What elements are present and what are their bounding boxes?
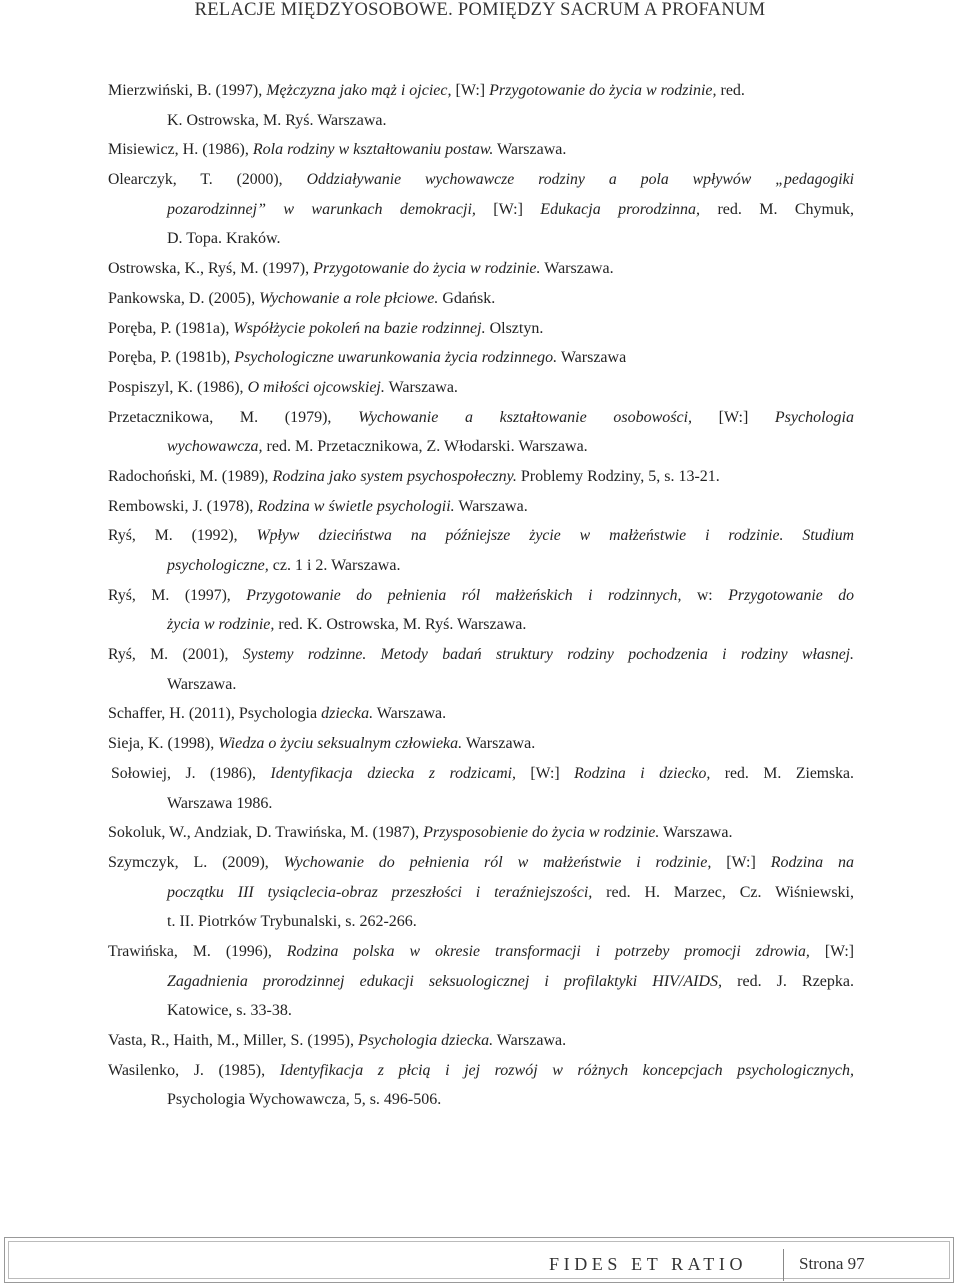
entry-line: [108, 1056, 854, 1086]
entry-text: Rembowski, J. (1978),: [108, 497, 258, 515]
entry-text: Warszawa 1986.: [167, 794, 273, 812]
entry-title-text: wychowawcza,: [167, 438, 263, 456]
entry-text: Trawińska, M. (1996),: [108, 942, 287, 960]
entry-text: Pankowska, D. (2005),: [108, 289, 260, 307]
entry-title-text: Oddziaływanie wychowawcze rodziny a pola wpływów „pedagogiki: [306, 171, 854, 189]
entry-line: [108, 521, 854, 551]
bibliography-entry: [108, 462, 854, 492]
entry-line: [108, 224, 854, 254]
entry-line: [108, 610, 854, 640]
entry-title-text: Zagadnienia prorodzinnej edukacji seksuologicznej i profilaktyki HIV/AIDS,: [167, 972, 723, 990]
entry-line: [108, 254, 854, 284]
entry-text: D. Topa. Kraków.: [167, 230, 281, 248]
entry-text: red. H. Marzec, Cz. Wiśniewski,: [592, 883, 854, 901]
entry-text: Warszawa.: [462, 735, 536, 753]
entry-text: Sieja, K. (1998),: [108, 735, 219, 753]
entry-text: Warszawa.: [373, 705, 447, 723]
bibliography-entry: [108, 343, 854, 373]
entry-text: Warszawa.: [540, 260, 614, 278]
footer-brand: FIDES ET RATIO: [549, 1254, 748, 1274]
bibliography-entry: [108, 729, 854, 759]
entry-text: Problemy Rodziny, 5, s. 13-21.: [516, 467, 720, 485]
entry-line: [108, 314, 854, 344]
entry-title-text: Wpływ dzieciństwa na późniejsze życie w małżeństwie i rodzinie. Studium: [256, 527, 854, 545]
entry-text: Poręba, P. (1981b),: [108, 349, 235, 367]
entry-text: Ryś, M. (2001),: [108, 646, 243, 664]
entry-title-text: Psychologiczne uwarunkowania życia rodzinnego.: [234, 349, 558, 367]
entry-line: [108, 937, 854, 967]
entry-title-text: początku III tysiąclecia-obraz przeszłości i teraźniejszości,: [167, 883, 593, 901]
entry-text: [W:]: [809, 942, 854, 960]
entry-title-text: Przygotowanie do: [728, 586, 854, 604]
entry-line: [108, 1026, 854, 1056]
entry-text: Warszawa: [557, 349, 627, 367]
entry-text: red. M. Przetacznikowa, Z. Włodarski. Warszawa.: [262, 438, 588, 456]
entry-title-text: życia w rodzinie,: [167, 616, 275, 634]
entry-line: [108, 818, 854, 848]
entry-text: Mierzwiński, B. (1997),: [108, 82, 267, 99]
bibliography-entry: [108, 135, 854, 165]
entry-text: Pospiszyl, K. (1986),: [108, 378, 248, 396]
entry-title-text: Przygotowanie do życia w rodzinie,: [489, 82, 717, 99]
entry-line: [108, 284, 854, 314]
entry-title-text: Wiedza o życiu seksualnym człowieka.: [218, 735, 463, 753]
bibliography-entry: [108, 581, 854, 640]
entry-text: Misiewicz, H. (1986),: [108, 141, 253, 159]
entry-text: t. II. Piotrków Trybunalski, s. 262-266.: [167, 913, 417, 931]
entry-text: Olearczyk, T. (2000),: [108, 171, 307, 189]
entry-title-text: Edukacja prorodzinna,: [540, 200, 701, 218]
entry-line: [108, 165, 854, 195]
entry-title-text: Mężczyzna jako mąż i ojciec,: [266, 82, 452, 99]
entry-text: red. K. Ostrowska, M. Ryś. Warszawa.: [274, 616, 527, 634]
entry-text: [W:]: [692, 408, 775, 426]
page-number: Strona 97: [799, 1254, 865, 1273]
entry-title-text: Wychowanie a role płciowe.: [259, 289, 439, 307]
entry-line: [108, 848, 854, 878]
entry-title-text: dziecka.: [321, 705, 374, 723]
entry-title-text: Psychologia: [774, 408, 854, 426]
bibliography-entry: [108, 1056, 854, 1115]
entry-title-text: Identyfikacja dziecka z rodzicami,: [270, 764, 516, 782]
entry-title-text: Psychologia dziecka.: [358, 1032, 494, 1049]
entry-line: [108, 729, 854, 759]
entry-line: [108, 462, 854, 492]
entry-line: [108, 759, 854, 789]
entry-text: Przetacznikowa, M. (1979),: [108, 408, 359, 426]
entry-title-text: Przysposobienie do życia w rodzinie.: [423, 824, 660, 842]
entry-text: cz. 1 i 2. Warszawa.: [268, 557, 401, 574]
entry-line: [108, 343, 854, 373]
entry-title-text: Współżycie pokoleń na bazie rodzinnej.: [233, 319, 486, 337]
entry-line: [108, 195, 854, 225]
entry-text: [W:]: [451, 82, 490, 99]
entry-line: [108, 581, 854, 611]
entry-line: [108, 699, 854, 729]
entry-title-text: Rodzina w świetle psychologii.: [257, 497, 455, 515]
entry-line: [108, 106, 854, 136]
entry-line: [108, 76, 854, 106]
entry-line: [108, 403, 854, 433]
running-header: [0, 0, 960, 22]
entry-title-text: O miłości ojcowskiej.: [247, 378, 385, 396]
entry-line: [108, 640, 854, 670]
bibliography-entry: [108, 403, 854, 462]
bibliography-entry: [108, 284, 854, 314]
entry-line: [108, 967, 854, 997]
entry-text: Ryś, M. (1992),: [108, 527, 257, 545]
entry-line: [108, 907, 854, 937]
entry-text: Poręba, P. (1981a),: [108, 319, 234, 337]
entry-title-text: Rola rodziny w kształtowaniu postaw.: [252, 141, 494, 159]
page-footer: [4, 1237, 954, 1283]
entry-text: Sołowiej, J. (1986),: [111, 764, 271, 782]
entry-text: K. Ostrowska, M. Ryś. Warszawa.: [167, 111, 387, 129]
bibliography-list: [108, 76, 854, 1115]
entry-text: Vasta, R., Haith, M., Miller, S. (1995),: [108, 1032, 359, 1049]
bibliography-entry: [108, 848, 854, 937]
bibliography-entry: [108, 937, 854, 1026]
entry-text: Warszawa.: [454, 497, 528, 515]
entry-line: [108, 373, 854, 403]
entry-text: Warszawa.: [659, 824, 733, 842]
entry-text: Warszawa.: [384, 378, 458, 396]
entry-line: [108, 878, 854, 908]
entry-text: Radochoński, M. (1989),: [108, 467, 273, 485]
bibliography-entry: [108, 640, 854, 699]
entry-text: red. M. Ziemska.: [710, 764, 854, 782]
bibliography-entry: [108, 492, 854, 522]
bibliography-entry: [108, 373, 854, 403]
entry-title-text: Rodzina na: [770, 853, 854, 871]
entry-title-text: Rodzina i dziecko,: [574, 764, 711, 782]
entry-line: [108, 492, 854, 522]
entry-text: Olsztyn.: [485, 319, 544, 337]
entry-text: Katowice, s. 33-38.: [167, 1002, 292, 1020]
header-title: RELACJE MIĘDZYOSOBOWE. POMIĘDZY SACRUM A PROFANUM: [194, 0, 766, 20]
footer-frame: [8, 1241, 950, 1279]
bibliography-entry: [108, 818, 854, 848]
entry-line: [108, 789, 854, 819]
entry-title-text: Identyfikacja z płcią i jej rozwój w różnych koncepcjach psychologicznych,: [279, 1061, 854, 1079]
entry-text: Warszawa.: [493, 141, 567, 159]
bibliography-entry: [108, 521, 854, 580]
entry-title-text: pozarodzinnej” w warunkach demokracji,: [167, 200, 476, 218]
entry-title-text: Wychowanie a kształtowanie osobowości,: [358, 408, 693, 426]
entry-title-text: psychologiczne,: [167, 557, 269, 574]
entry-title-text: Systemy rodzinne. Metody badań struktury rodziny pochodzenia i rodziny własnej.: [242, 646, 854, 664]
entry-text: Warszawa.: [493, 1032, 567, 1049]
entry-text: Ostrowska, K., Ryś, M. (1997),: [108, 260, 314, 278]
entry-text: Gdańsk.: [438, 289, 496, 307]
entry-title-text: Wychowanie do pełnienia ról w małżeństwie i rodzinie,: [283, 853, 712, 871]
entry-text: Sokoluk, W., Andziak, D. Trawińska, M. (1987),: [108, 824, 424, 842]
entry-line: [108, 551, 854, 581]
entry-text: [W:]: [515, 764, 575, 782]
bibliography-entry: [108, 254, 854, 284]
entry-text: [W:]: [475, 200, 541, 218]
entry-text: w:: [681, 586, 729, 604]
entry-line: [108, 996, 854, 1026]
entry-title-text: Przygotowanie do pełnienia ról małżeńskich i rodzinnych,: [246, 586, 682, 604]
entry-line: [108, 432, 854, 462]
bibliography-entry: [108, 759, 854, 818]
footer-divider: [783, 1249, 784, 1281]
entry-title-text: Rodzina polska w okresie transformacji i potrzeby promocji zdrowia,: [286, 942, 810, 960]
entry-line: [108, 135, 854, 165]
entry-text: red.: [716, 82, 745, 99]
entry-line: [108, 670, 854, 700]
bibliography-entry: [108, 699, 854, 729]
bibliography-entry: [108, 1026, 854, 1056]
bibliography-entry: [108, 314, 854, 344]
entry-text: red. J. Rzepka.: [722, 972, 854, 990]
entry-text: Psychologia Wychowawcza, 5, s. 496-506.: [167, 1091, 442, 1109]
bibliography-entry: [108, 165, 854, 254]
entry-text: red. M. Chymuk,: [700, 200, 854, 218]
entry-line: [108, 1085, 854, 1115]
entry-title-text: Przygotowanie do życia w rodzinie.: [313, 260, 541, 278]
entry-text: Warszawa.: [167, 675, 237, 693]
entry-title-text: Rodzina jako system psychospołeczny.: [272, 467, 517, 485]
entry-text: Schaffer, H. (2011), Psychologia: [108, 705, 322, 723]
entry-text: Ryś, M. (1997),: [108, 586, 247, 604]
entry-text: Wasilenko, J. (1985),: [108, 1061, 280, 1079]
entry-text: Szymczyk, L. (2009),: [108, 853, 284, 871]
bibliography-entry: [108, 76, 854, 135]
entry-text: [W:]: [711, 853, 771, 871]
